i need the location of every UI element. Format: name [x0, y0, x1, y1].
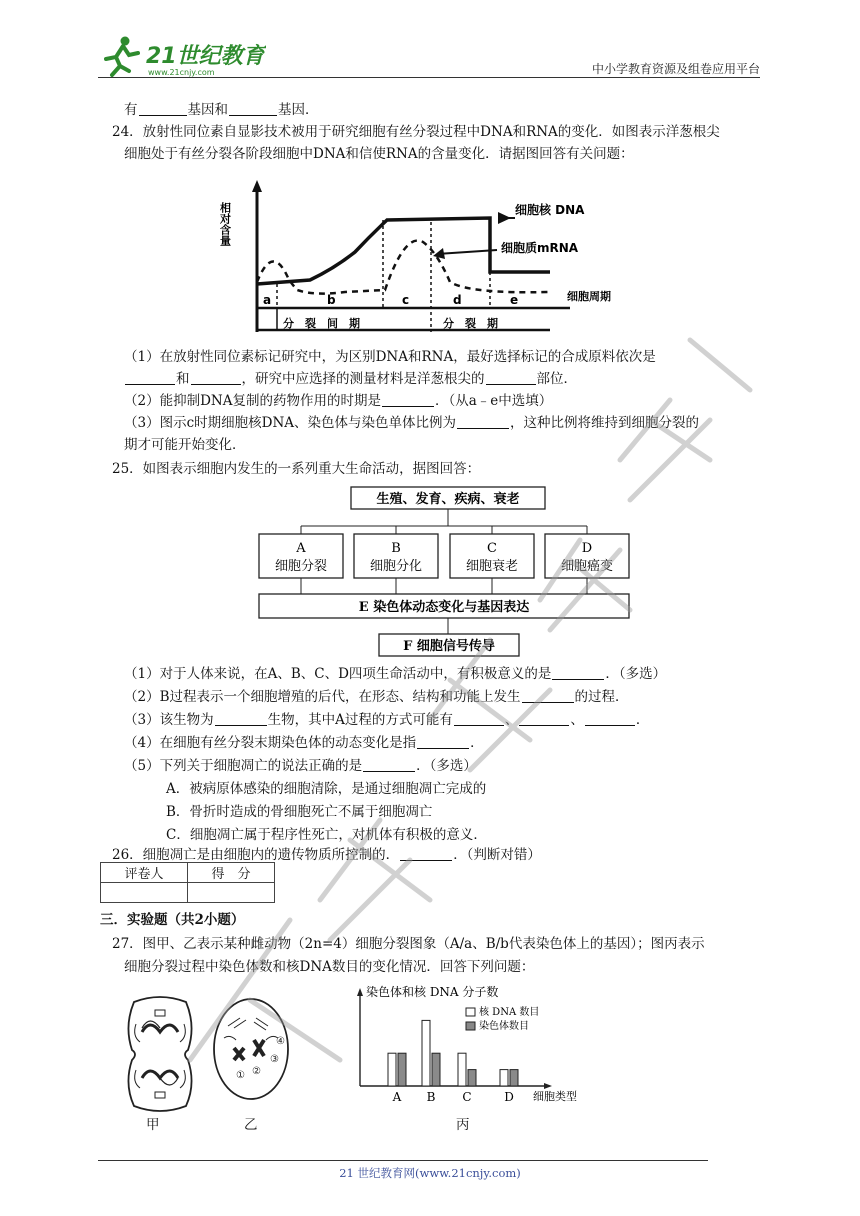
box-b-name: 细胞分化 — [369, 559, 423, 574]
q25-option-a: A．被病原体感染的细胞清除，是通过细胞凋亡完成的 — [166, 781, 487, 797]
reviewer-cell: 评卷人 — [101, 863, 188, 883]
bar-b-chromosome — [432, 1053, 440, 1086]
bar-c-dna — [458, 1053, 466, 1086]
x-label: 细胞周期 — [567, 290, 611, 303]
q24-stem-1: 24．放射性同位素自显影技术被用于研究细胞有丝分裂过程中DNA和RNA的变化．如图表示洋葱根尖 — [112, 124, 720, 140]
q25-stem: 25．如图表示细胞内发生的一系列重大生命活动，据图回答： — [112, 461, 481, 477]
q25-option-c: C．细胞凋亡属于程序性死亡，对机体有积极的意义． — [166, 827, 487, 843]
q25-p3: （3）该生物为 生物，其中A过程的方式可能有 、 、 ． — [124, 712, 650, 728]
yi-num-1: ① — [236, 1070, 245, 1081]
box-d-letter: D — [581, 541, 593, 556]
review-table — [100, 862, 275, 903]
phase-b: b — [327, 293, 336, 307]
label-jia: 甲 — [146, 1117, 160, 1133]
phase-e: e — [510, 293, 519, 307]
q24-p2: （2）能抑制DNA复制的药物作用的时期是 ．（从a﹣e中选填） — [124, 393, 553, 409]
q25-p2: （2）B过程表示一个细胞增殖的后代，在形态、结构和功能上发生 的过程． — [124, 689, 629, 705]
logo — [96, 33, 266, 79]
phase-a: a — [263, 293, 272, 307]
legend-dna-label: 核 DNA 数目 — [479, 1007, 540, 1018]
q24-p1b: 和 ，研究中应选择的测量材料是洋葱根尖的 部位． — [124, 368, 577, 390]
xtick-a: A — [392, 1090, 402, 1104]
q27-stem-2: 细胞分裂过程中染色体数和核DNA数目的变化情况．回答下列问题： — [124, 959, 535, 975]
label-yi: 乙 — [244, 1117, 258, 1133]
mitosis-label: 分 裂 期 — [443, 317, 498, 330]
q24-p1a: （1）在放射性同位素标记研究中，为区别DNA和RNA，最好选择标记的合成原料依次是 — [124, 349, 656, 365]
label-bing: 丙 — [456, 1117, 470, 1133]
xtick-c: C — [462, 1090, 472, 1104]
q24-stem-2: 细胞处于有丝分裂各阶段细胞中DNA和信使RNA的含量变化．请据图回答有关问题： — [124, 146, 634, 162]
platform-name: 中小学教育资源及组卷应用平台 — [591, 62, 760, 76]
q25-p4: （4）在细胞有丝分裂末期染色体的动态变化是指 ． — [124, 735, 484, 751]
xtick-b: B — [426, 1090, 436, 1104]
q23-tail: 有 基因和 基因． — [124, 102, 319, 118]
box-d-name: 细胞癌变 — [560, 559, 614, 574]
bar-d-chromosome — [510, 1070, 518, 1086]
phase-d: d — [453, 293, 462, 307]
q24-p3: （3）图示c时期细胞核DNA、染色体与染色单体比例为 ，这种比例将维持到细胞分裂的 — [124, 415, 700, 431]
header-divider — [98, 77, 760, 78]
phase-labels — [263, 293, 518, 307]
q25-p1: （1）对于人体来说，在A、B、C、D四项生命活动中，有积极意义的是 ．（多选） — [124, 666, 667, 682]
xtick-d: D — [504, 1090, 514, 1104]
chart-ylabel: 相对含量 — [218, 202, 232, 246]
dna-mrna-chart — [215, 172, 675, 336]
q25-p5: （5）下列关于细胞凋亡的说法正确的是 ．（多选） — [124, 758, 477, 774]
yi-num-4: ④ — [276, 1036, 285, 1047]
bing-xlabel: 细胞类型 — [533, 1090, 577, 1103]
cell-yi-figure — [210, 996, 292, 1102]
runner-icon — [106, 37, 138, 76]
yi-num-3: ③ — [270, 1054, 279, 1065]
yi-num-2: ② — [252, 1066, 261, 1077]
section-3-title: 三．实验题（共2小题） — [100, 912, 245, 928]
box-a-name: 细胞分裂 — [274, 559, 328, 574]
legend-chr-swatch — [466, 1022, 475, 1030]
bar-a-chromosome — [398, 1053, 406, 1086]
footer-divider — [98, 1160, 708, 1161]
box-f-label: F 细胞信号传导 — [403, 639, 495, 654]
chromosome-dna-bar-chart — [348, 984, 588, 1106]
mrna-label: 细胞质mRNA — [501, 241, 579, 255]
bar-c-chromosome — [468, 1070, 476, 1086]
box-a-letter: A — [296, 541, 306, 556]
phase-c: c — [402, 293, 410, 307]
life-activity-diagram — [255, 484, 630, 660]
dna-label: 细胞核 DNA — [515, 203, 585, 217]
cell-jia-figure — [122, 996, 198, 1114]
box-c-name: 细胞衰老 — [465, 559, 519, 574]
legend-dna-swatch — [466, 1008, 475, 1016]
top-box-label: 生殖、发育、疾病、衰老 — [376, 492, 520, 507]
box-c-letter: C — [487, 541, 497, 556]
score-cell: 得 分 — [188, 863, 275, 883]
q27-stem-1: 27．图甲、乙表示某种雌动物（2n=4）细胞分裂图象（A/a、B/b代表染色体上的基因）；图丙表示 — [112, 936, 705, 952]
q25-option-b: B．骨折时造成的骨细胞死亡不属于细胞凋亡 — [166, 804, 433, 820]
interphase-label: 分 裂 间 期 — [283, 317, 360, 330]
logo-text: 21世纪教育 — [146, 44, 265, 69]
bar-a-dna — [388, 1053, 396, 1086]
bar-d-dna — [500, 1070, 508, 1086]
bing-title: 染色体和核 DNA 分子数 — [366, 985, 499, 999]
bar-b-dna — [422, 1020, 430, 1086]
footer-text: 21 世纪教育网(www.21cnjy.com) — [339, 1166, 521, 1180]
legend-chr-label: 染色体数目 — [479, 1021, 529, 1032]
box-b-letter: B — [391, 541, 401, 556]
logo-url: www.21cnjy.com — [148, 68, 215, 77]
q24-p3c: 期才可能开始变化． — [124, 437, 246, 453]
q26: 26．细胞凋亡是由细胞内的遗传物质所控制的． ．（判断对错） — [112, 847, 541, 863]
box-e-label: E 染色体动态变化与基因表达 — [358, 600, 530, 615]
